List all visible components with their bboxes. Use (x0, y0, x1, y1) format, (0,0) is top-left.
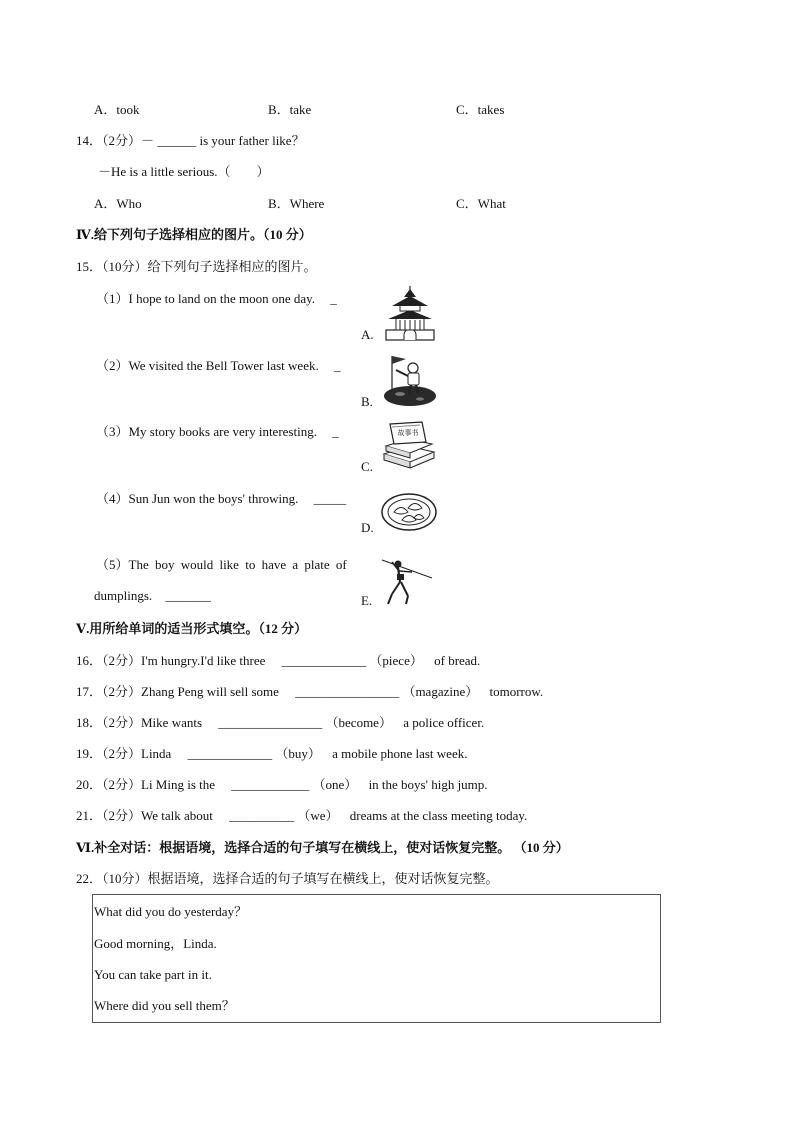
option-a: A．took (94, 102, 140, 117)
option-a: A．Who (94, 196, 142, 211)
question-number: 14．（2分）－ (76, 133, 155, 148)
answer-blank: __________ (229, 808, 295, 823)
fill-question (76, 746, 467, 762)
match-item-text: （1）I hope to land on the moon one day. (96, 291, 316, 306)
section-heading: Ⅳ.给下列句子选择相应的图片。（10 分） (76, 227, 312, 242)
option-c: C．takes (456, 102, 505, 117)
question-text: in the boys' high jump. (368, 777, 488, 792)
option-b: B．Where (268, 196, 325, 211)
match-item-text: （3）My story books are very interesting. (96, 424, 317, 439)
question-text: dreams at the class meeting today. (349, 808, 528, 823)
match-item-text: （4）Sun Jun won the boys' throwing. (96, 491, 299, 506)
picture-label-c: C. (361, 459, 373, 474)
answer-blank: _____________ (281, 653, 367, 668)
question-14-stem (76, 133, 305, 149)
answer-blank: ______ (157, 133, 197, 148)
question-14-reply: －He is a little serious.（ ） (98, 164, 270, 179)
sentence-option: Where did you sell them？ (94, 998, 235, 1013)
given-word: （piece） (369, 653, 423, 668)
dumplings-plate-picture (380, 490, 438, 534)
match-item (96, 491, 346, 507)
given-word: （become） (325, 715, 392, 730)
answer-blank: ________________ (218, 715, 323, 730)
option-b: B．take (268, 102, 312, 117)
match-item-text: （2）We visited the Bell Tower last week. (96, 358, 319, 373)
given-word: （one） (312, 777, 358, 792)
book-caption: 故事书 (397, 429, 419, 437)
question-text: 21．（2分）We talk about (76, 808, 213, 823)
answer-blank: _____ (313, 491, 347, 506)
picture-label-b: B. (361, 394, 373, 409)
match-item-text: （5）The boy would like to have a plate of (96, 557, 347, 572)
question-text: 16．（2分）I'm hungry.I'd like three (76, 653, 266, 668)
question-text: of bread. (434, 653, 481, 668)
sentence-option: You can take part in it. (94, 967, 212, 982)
question-text: 17．（2分）Zhang Peng will sell some (76, 684, 279, 699)
fill-question (76, 808, 527, 824)
question-text: a police officer. (403, 715, 485, 730)
astronaut-moon-picture (382, 352, 438, 408)
picture-label-d: D. (361, 520, 374, 535)
fill-question (76, 715, 484, 731)
answer-blank: _ (332, 424, 339, 439)
bell-tower-picture (382, 286, 438, 342)
picture-label-e: E. (361, 593, 373, 608)
question-22-stem: 22．（10分）根据语境，选择合适的句子填写在横线上，使对话恢复完整。 (76, 871, 499, 886)
given-word: （we） (297, 808, 339, 823)
answer-blank: _ (330, 291, 337, 306)
answer-blank: _______ (165, 588, 211, 603)
given-word: （magazine） (402, 684, 479, 699)
fill-question (76, 684, 543, 700)
section-heading: Ⅴ.用所给单词的适当形式填空。（12 分） (76, 621, 308, 636)
match-item-text: dumplings. (94, 588, 153, 603)
match-item (96, 358, 340, 374)
match-item (96, 424, 339, 440)
question-text: 19．（2分）Linda (76, 746, 172, 761)
story-books-picture (380, 418, 438, 472)
sentence-option: What did you do yesterday？ (94, 904, 248, 919)
fill-question (76, 653, 480, 669)
question-text: 20．（2分）Li Ming is the (76, 777, 216, 792)
question-text: a mobile phone last week. (332, 746, 468, 761)
option-c: C．What (456, 196, 506, 211)
match-item (94, 588, 211, 604)
answer-blank: ________________ (295, 684, 400, 699)
question-text: is your father like？ (199, 133, 305, 148)
sentence-option: Good morning，Linda. (94, 936, 217, 951)
given-word: （buy） (275, 746, 321, 761)
answer-blank: _ (333, 358, 341, 373)
javelin-thrower-picture (376, 552, 436, 606)
question-15-stem: 15．（10分）给下列句子选择相应的图片。 (76, 259, 317, 274)
fill-question (76, 777, 488, 793)
match-item (96, 291, 337, 307)
answer-blank: ____________ (231, 777, 310, 792)
answer-blank: _____________ (187, 746, 273, 761)
section-heading: Ⅵ.补全对话：根据语境，选择合适的句子填写在横线上，使对话恢复完整。 （10 分） (76, 840, 569, 855)
question-text: tomorrow. (489, 684, 544, 699)
picture-label-a: A. (361, 327, 374, 342)
question-text: 18．（2分）Mike wants (76, 715, 203, 730)
